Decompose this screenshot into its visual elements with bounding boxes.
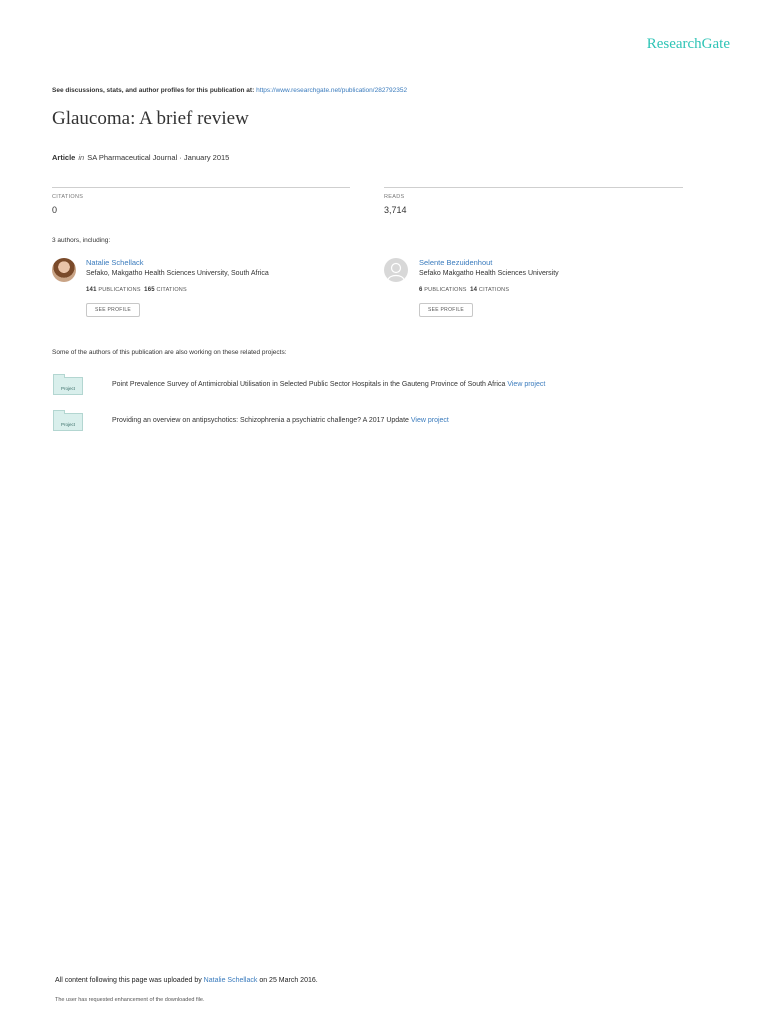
upload-suffix: on 25 March 2016. [259, 977, 318, 984]
citations-value: 0 [52, 205, 58, 215]
reads-divider [384, 187, 683, 188]
project-icon-label: Project [60, 422, 75, 427]
citations-divider [52, 187, 350, 188]
project-icon-label: Project [60, 386, 75, 391]
citations-label: CITATIONS [478, 287, 510, 293]
publications-label: PUBLICATIONS [424, 287, 467, 293]
author-institution: Sefako, Makgatho Health Sciences University, South Africa [86, 270, 269, 277]
upload-notice [55, 977, 318, 984]
publications-label: PUBLICATIONS [98, 287, 141, 293]
discussion-line [52, 87, 407, 94]
author-avatar[interactable] [52, 258, 76, 282]
author-stats [419, 287, 509, 293]
author-stats [86, 287, 187, 293]
project-folder-icon[interactable] [53, 413, 83, 431]
reads-label: READS [384, 194, 405, 200]
project-folder-icon[interactable] [53, 377, 83, 395]
citations-label: CITATIONS [156, 287, 187, 293]
see-profile-button[interactable]: SEE PROFILE [86, 303, 140, 317]
view-project-link[interactable]: View project [507, 381, 546, 388]
publication-title: Glaucoma: A brief review [52, 108, 249, 129]
reads-value: 3,714 [384, 205, 407, 215]
authors-heading: 3 authors, including: [52, 237, 111, 244]
person-icon [384, 258, 408, 282]
see-profile-button[interactable]: SEE PROFILE [419, 303, 473, 317]
project-item [112, 381, 545, 388]
citations-count: 14 [470, 287, 478, 293]
author-avatar-placeholder[interactable] [384, 258, 408, 282]
author-name-link[interactable]: Selente Bezuidenhout [419, 258, 493, 267]
journal-date: SA Pharmaceutical Journal · January 2015 [87, 153, 230, 162]
project-title: Point Prevalence Survey of Antimicrobial Utilisation in Selected Public Sector Hospitals in the Gauteng Province of South Africa [112, 381, 506, 388]
citations-label: CITATIONS [52, 194, 84, 200]
publication-type: Article [52, 153, 76, 162]
author-name-link[interactable]: Natalie Schellack [86, 258, 144, 267]
publications-count: 6 [419, 287, 423, 293]
related-projects-heading: Some of the authors of this publication are also working on these related projects: [52, 349, 287, 356]
upload-prefix: All content following this page was uploaded by [55, 977, 202, 984]
in-word: in [78, 153, 85, 162]
citations-count: 165 [144, 287, 155, 293]
publication-url-link[interactable]: https://www.researchgate.net/publication/282792352 [256, 87, 408, 94]
view-project-link[interactable]: View project [410, 417, 449, 424]
researchgate-logo[interactable]: ResearchGate [646, 36, 730, 52]
uploader-link[interactable]: Natalie Schellack [203, 977, 258, 984]
project-title: Providing an overview on antipsychotics: Schizophrenia a psychiatric challenge? A 2017 Update [112, 417, 409, 424]
author-institution: Sefako Makgatho Health Sciences University [419, 270, 559, 277]
publications-count: 141 [86, 287, 97, 293]
project-item [112, 417, 449, 424]
enhancement-note: The user has requested enhancement of the downloaded file. [55, 997, 205, 1003]
publication-meta [52, 153, 229, 162]
discussion-prefix: See discussions, stats, and author profiles for this publication at: [52, 87, 255, 94]
